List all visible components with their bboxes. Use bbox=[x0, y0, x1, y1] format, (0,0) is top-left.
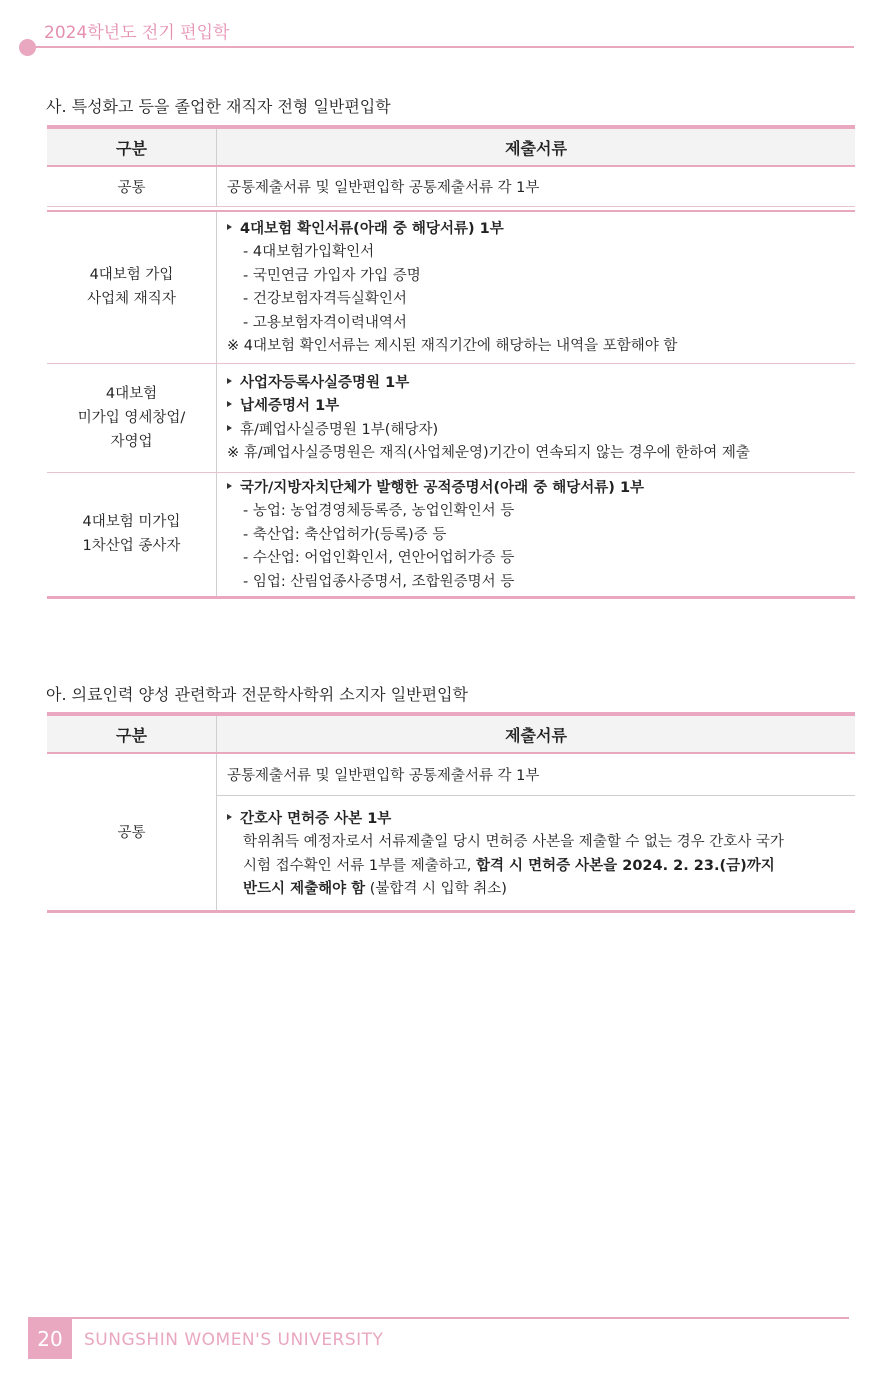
triangle-bullet-icon bbox=[227, 401, 232, 407]
description-line: 반드시 제출해야 함 (불합격 시 입학 취소) bbox=[243, 881, 507, 897]
table-row-insured bbox=[47, 211, 855, 364]
triangle-bullet-icon bbox=[227, 224, 232, 230]
table-header-row bbox=[47, 714, 855, 753]
triangle-bullet-icon bbox=[227, 814, 232, 820]
category-self-employed-line2: 미가입 영세창업/ bbox=[77, 409, 186, 426]
category-insured bbox=[47, 211, 217, 364]
triangle-bullet-icon bbox=[227, 425, 232, 431]
documents-nurse-license bbox=[217, 795, 856, 911]
header-divider bbox=[28, 46, 854, 48]
section-a-title: 아. 의료인력 양성 관련학과 전문학사학위 소지자 일반편입학 bbox=[46, 685, 469, 704]
documents-self-employed bbox=[217, 363, 856, 472]
col-category-header: 구분 bbox=[47, 714, 217, 753]
table-row-common bbox=[47, 166, 855, 206]
list-item: 국가/지방자치단체가 발행한 공적증명서(아래 중 해당서류) 1부 bbox=[227, 477, 855, 501]
category-primary-industry-line2: 1차산업 종사자 bbox=[82, 538, 181, 555]
table-row-common-a bbox=[47, 753, 855, 795]
table-header-row bbox=[47, 127, 855, 166]
description-line: 시험 접수확인 서류 1부를 제출하고, 합격 시 면허증 사본을 2024. 2. 23.(금)까지 bbox=[243, 857, 775, 874]
section-sa-table bbox=[47, 125, 855, 599]
category-insured-line1: 4대보험 가입 bbox=[89, 267, 174, 283]
description-line: 학위취득 예정자로서 서류제출일 당시 면허증 사본을 제출할 수 없는 경우 간호사 국가 bbox=[243, 834, 784, 850]
documents-insured bbox=[217, 211, 856, 364]
col-documents-header: 제출서류 bbox=[217, 714, 856, 753]
list-item: - 임업: 산림업종사증명서, 조합원증명서 등 bbox=[243, 573, 515, 590]
col-category-header: 구분 bbox=[47, 127, 217, 166]
category-self-employed bbox=[47, 363, 217, 472]
list-item: - 축산업: 축산업허가(등록)증 등 bbox=[243, 526, 447, 543]
list-item: - 고용보험자격이력내역서 bbox=[243, 314, 407, 331]
category-primary-industry-line1: 4대보험 미가입 bbox=[82, 514, 181, 531]
list-item: - 농업: 농업경영체등록증, 농업인확인서 등 bbox=[243, 503, 515, 519]
list-item: - 건강보험자격득실확인서 bbox=[243, 291, 407, 307]
list-item: 휴/폐업사실증명원 1부(해당자) bbox=[227, 419, 855, 443]
category-primary-industry bbox=[47, 472, 217, 598]
table-row-primary-industry bbox=[47, 472, 855, 598]
note-text: ※ 4대보험 확인서류는 제시된 재직기간에 해당하는 내역을 포함해야 함 bbox=[227, 338, 678, 354]
triangle-bullet-icon bbox=[227, 483, 232, 489]
category-insured-line2: 사업체 재직자 bbox=[87, 291, 176, 307]
list-item: 4대보험 확인서류(아래 중 해당서류) 1부 bbox=[227, 218, 855, 242]
footer-university-name: SUNGSHIN WOMEN'S UNIVERSITY bbox=[84, 1330, 384, 1350]
list-item: 사업자등록사실증명원 1부 bbox=[227, 372, 855, 396]
documents-primary-industry bbox=[217, 472, 856, 598]
footer-divider bbox=[72, 1317, 849, 1319]
section-sa-title: 사. 특성화고 등을 졸업한 재직자 전형 일반편입학 bbox=[46, 97, 391, 116]
category-common: 공통 bbox=[47, 166, 217, 206]
running-header-title: 2024학년도 전기 편입학 bbox=[44, 23, 230, 43]
section-a-table bbox=[47, 712, 855, 913]
list-item: 납세증명서 1부 bbox=[227, 395, 855, 419]
category-self-employed-line1: 4대보험 bbox=[105, 385, 158, 402]
list-item: - 수산업: 어업인확인서, 연안어업허가증 등 bbox=[243, 550, 515, 566]
col-documents-header: 제출서류 bbox=[217, 127, 856, 166]
table-row-self-employed bbox=[47, 363, 855, 472]
list-item: - 국민연금 가입자 가입 증명 bbox=[243, 267, 421, 284]
list-item: - 4대보험가입확인서 bbox=[243, 244, 375, 260]
note-text: ※ 휴/폐업사실증명원은 재직(사업체운영)기간이 연속되지 않는 경우에 한하여 제출 bbox=[227, 445, 750, 461]
documents-common: 공통제출서류 및 일반편입학 공통제출서류 각 1부 bbox=[217, 166, 856, 206]
documents-common-a: 공통제출서류 및 일반편입학 공통제출서류 각 1부 bbox=[217, 753, 856, 795]
list-item: 간호사 면허증 사본 1부 bbox=[227, 808, 855, 832]
category-common-a: 공통 bbox=[47, 753, 217, 911]
category-self-employed-line3: 자영업 bbox=[110, 433, 153, 450]
triangle-bullet-icon bbox=[227, 378, 232, 384]
page-number: 20 bbox=[28, 1317, 72, 1359]
